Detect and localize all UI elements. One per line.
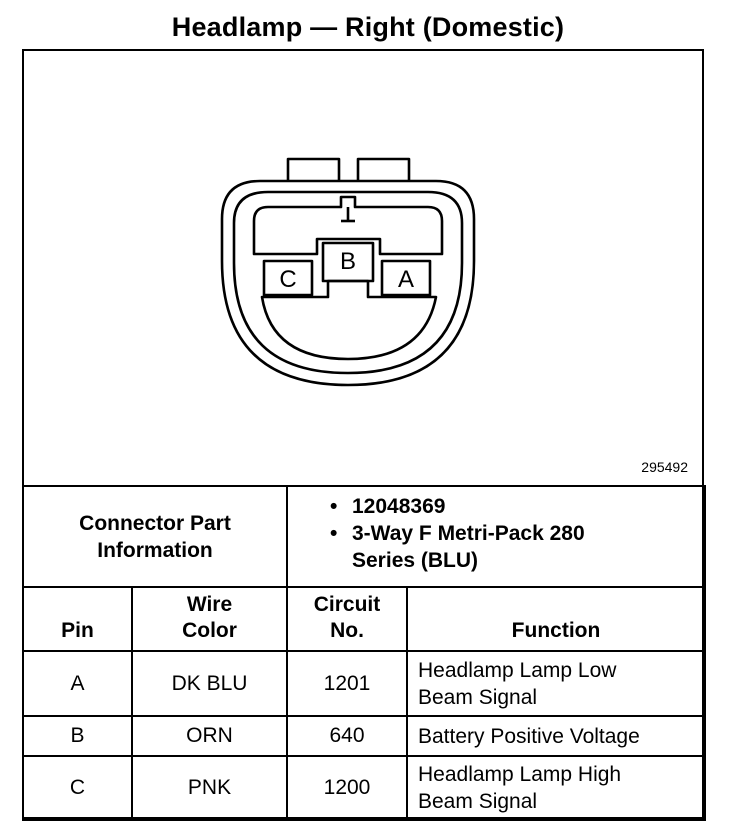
connector-sheet [22,49,704,819]
function-cell: Battery Positive Voltage [407,716,705,756]
header-pin: Pin [23,587,132,651]
pinout-table [22,485,706,821]
header-wire-color: Wire Color [132,587,287,651]
pin-cell: B [23,716,132,756]
circuit-cell: 1200 [287,756,407,820]
connector-diagram [24,51,702,485]
connector-cavity-outline [254,197,442,254]
table-row [23,651,705,716]
table-header-row [23,587,705,651]
table-row [23,756,705,820]
table-row [23,716,705,756]
terminal-a-label: A [397,266,415,293]
part-info-list [287,486,705,587]
wire-color-cell: PNK [132,756,287,820]
wire-color-cell: ORN [132,716,287,756]
page-title: Headlamp — Right (Domestic) [171,12,565,42]
function-cell: Headlamp Lamp High Beam Signal [407,756,705,820]
connector-face-drawing [24,51,702,485]
figure-number: 295492 [641,459,688,475]
header-circuit-no: Circuit No. [287,587,407,651]
part-info-row [23,486,705,587]
function-cell: Headlamp Lamp Low Beam Signal [407,651,705,716]
terminal-b-label: B [339,248,357,275]
pin-cell: A [23,651,132,716]
circuit-cell: 1201 [287,651,407,716]
pin-cell: C [23,756,132,820]
header-function: Function [407,587,705,651]
latch-tab-right [358,159,409,181]
circuit-cell: 640 [287,716,407,756]
part-number: • 12048369 [326,493,704,520]
part-info-label: Connector Part Information [23,486,287,587]
terminal-c-label: C [279,266,297,293]
wire-color-cell: DK BLU [132,651,287,716]
part-description: • 3-Way F Metri-Pack 280 Series (BLU) [326,520,602,574]
latch-tab-left [288,159,339,181]
